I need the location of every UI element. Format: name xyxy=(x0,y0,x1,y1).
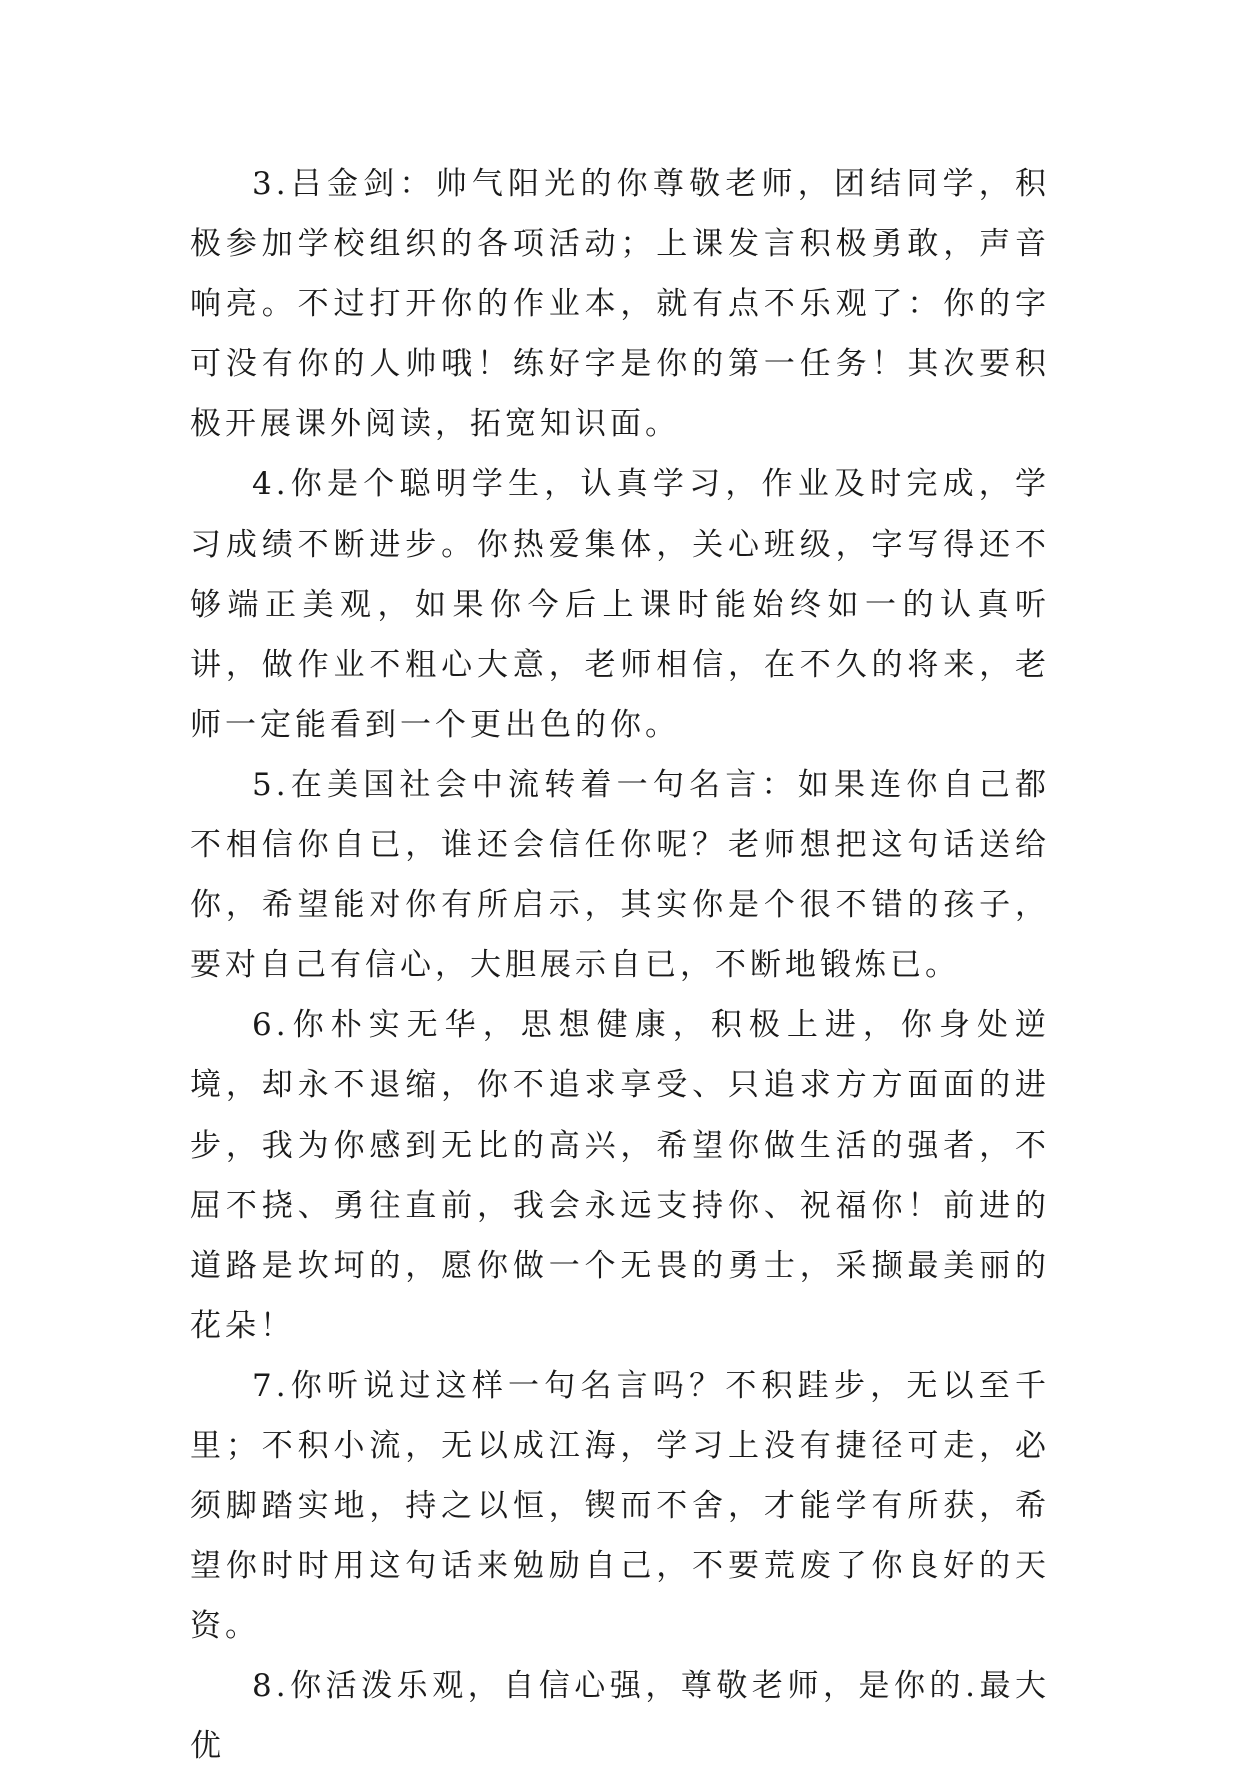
paragraph-comment-8: 8.你活泼乐观，自信心强，尊敬老师，是你的.最大优 xyxy=(190,1668,1050,1765)
paragraph-comment-4: 4.你是个聪明学生，认真学习，作业及时完成，学习成绩不断进步。你热爱集体，关心班级，字写得还不够端正美观，如果你今后上课时能始终如一的认真听讲，做作业不粗心大意，老师相信，在不久的将来，老师一定能看到一个更出色的你。 xyxy=(190,466,1050,743)
paragraph-comment-7: 7.你听说过这样一句名言吗？不积跬步，无以至千里；不积小流，无以成江海，学习上没有捷径可走，必须脚踏实地，持之以恒，锲而不舍，才能学有所获，希望你时时用这句话来勉励自己，不要荒废了你良好的天资。 xyxy=(190,1367,1050,1645)
document-body xyxy=(190,154,1050,1777)
paragraph-comment-3: 3.吕金剑：帅气阳光的你尊敬老师，团结同学，积极参加学校组织的各项活动；上课发言积极勇敢，声音响亮。不过打开你的作业本，就有点不乐观了：你的字可没有你的人帅哦！练好字是你的第一任务！其次要积极开展课外阅读，拓宽知识面。 xyxy=(190,166,1050,443)
paragraph-comment-5: 5.在美国社会中流转着一句名言：如果连你自己都不相信你自已，谁还会信任你呢？老师想把这句话送给你，希望能对你有所启示，其实你是个很不错的孩子，要对自己有信心，大胆展示自已，不断地锻炼已。 xyxy=(190,766,1050,984)
paragraph-comment-6: 6.你朴实无华，思想健康，积极上进，你身处逆境，却永不退缩，你不追求享受、只追求方方面面的进步，我为你感到无比的高兴，希望你做生活的强者，不屈不挠、勇往直前，我会永远支持你、祝福你！前进的道路是坎坷的，愿你做一个无畏的勇士，采撷最美丽的花朵！ xyxy=(190,1007,1050,1344)
